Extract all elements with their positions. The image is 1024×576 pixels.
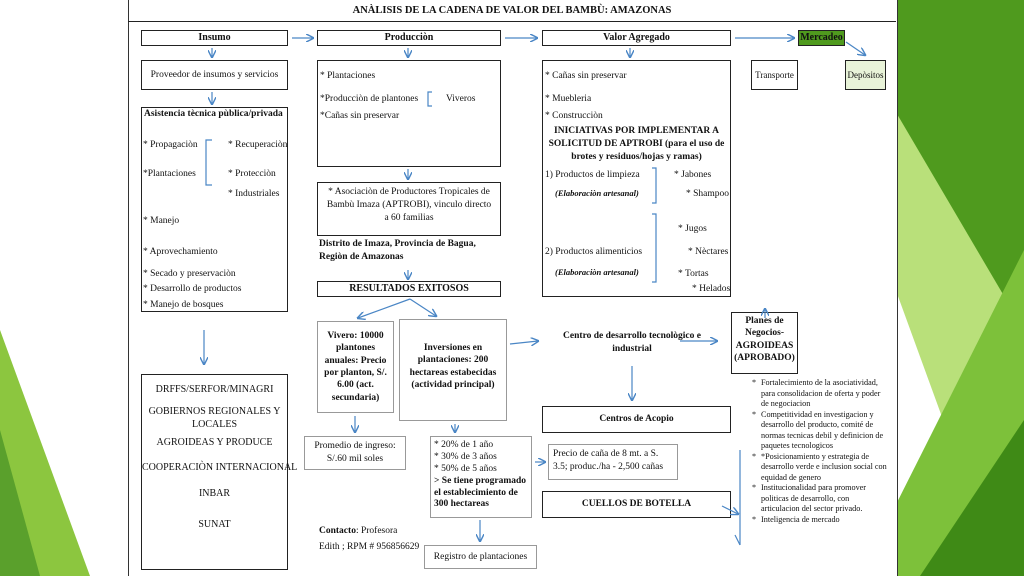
- promedio-box: Promedio de ingreso: S/.60 mil soles: [304, 436, 406, 470]
- insumo-item: * Desarrollo de productos: [143, 284, 242, 294]
- contacto-phone: Edith ; RPM # 956856629: [319, 542, 420, 552]
- alimento-item: * Nèctares: [688, 247, 729, 257]
- porcentaje-item: * 50% de 5 años: [434, 463, 497, 474]
- asistencia-title: Asistencia tècnica pùblica/privada: [144, 109, 283, 119]
- header-insumo: Insumo: [141, 30, 288, 46]
- resultados-header: RESULTADOS EXITOSOS: [317, 281, 501, 297]
- institution: GOBIERNOS REGIONALES Y LOCALES: [148, 405, 281, 430]
- asociacion-box: * Asociaciòn de Productores Tropicales de Bambù Imaza (APTROBI), vinculo directo a 60 familias: [317, 182, 501, 236]
- insumo-item: * Propagaciòn: [143, 140, 198, 150]
- planes-bullets: [752, 378, 888, 568]
- depositos-box: Depòsitos: [845, 60, 886, 90]
- acopio-box: Centros de Acopio: [542, 406, 731, 433]
- insumo-item: * Manejo de bosques: [143, 300, 224, 310]
- header-mercadeo: Mercadeo: [798, 30, 845, 46]
- institution: DRFFS/SERFOR/MINAGRI: [155, 384, 274, 395]
- transporte-box: Transporte: [751, 60, 798, 90]
- institution: AGROIDEAS Y PRODUCE: [156, 436, 273, 448]
- alimenticios-label: 2) Productos alimenticios: [545, 247, 643, 257]
- registro-box: Registro de plantaciones: [424, 545, 537, 569]
- centro-text: Centro de desarrollo tecnològico e industrial: [563, 331, 701, 354]
- limpieza-label: 1) Productos de limpieza: [545, 170, 640, 180]
- distrito-text: Distrito de Imaza, Provincia de Bagua, Regiòn de Amazonas: [319, 239, 476, 262]
- institution: SUNAT: [198, 519, 231, 530]
- institutions-box: [141, 374, 298, 570]
- produccion-item: * Plantaciones: [320, 71, 376, 81]
- asistencia-box: [141, 107, 288, 312]
- bullet-item: * Fortalecimiento de la asociatividad, para consolidacion de oferta y poder de negociacion: [752, 378, 888, 410]
- proveedor-box: Proveedor de insumos y servicios: [141, 60, 288, 90]
- viveros-label: Viveros: [446, 94, 476, 104]
- insumo-item: *Plantaciones: [143, 169, 196, 179]
- alimento-item: * Jugos: [678, 224, 707, 234]
- valor-item: * Cañas sin preservar: [545, 71, 627, 81]
- bullet-item: * *Posicionamiento y estrategia de desarrollo verde e inclusion social con equidad de genero: [752, 452, 888, 484]
- porcentaje-item: * 30% de 3 años: [434, 451, 497, 462]
- precio-box: Precio de caña de 8 mt. a S. 3.5; produc./ha - 2,500 cañas: [548, 444, 678, 480]
- header-produccion: Producciòn: [317, 30, 501, 46]
- contacto-label: Contacto: [319, 526, 356, 536]
- institution: INBAR: [198, 487, 231, 499]
- insumo-item-right: * Protecciòn: [228, 169, 276, 179]
- institution: COOPERACIÒN INTERNACIONAL: [142, 462, 298, 473]
- produccion-item: *Cañas sin preservar: [320, 111, 400, 121]
- contacto-name: : Profesora: [355, 526, 398, 536]
- porcentajes-box: [430, 436, 532, 518]
- bullet-item: * Inteligencia de mercado: [752, 515, 888, 526]
- elaboracion-label: (Elaboraciòn artesanal): [555, 267, 639, 277]
- insumo-item-right: * Recuperaciòn: [228, 140, 288, 150]
- insumo-item: * Manejo: [143, 216, 180, 226]
- bullet-item: * Competitividad en investigacion y desarrollo del producto, comité de normas tecnicas debil y definicion de paquetes tecnologicos: [752, 410, 888, 452]
- produccion-item: *Producciòn de plantones: [320, 94, 419, 104]
- limpieza-item: * Jabones: [674, 170, 712, 180]
- valor-item: * Construcciòn: [545, 111, 603, 121]
- limpieza-item: * Shampoo: [686, 189, 730, 199]
- porcentaje-item: * 20% de 1 año: [434, 440, 494, 450]
- insumo-item-right: * Industriales: [228, 189, 280, 199]
- header-valor-agregado: Valor Agregado: [542, 30, 731, 46]
- vivero-box: Vivero: 10000 plantones anuales: Precio por planton, S/. 6.00 (act. secundaria): [317, 321, 394, 413]
- page-title: ANÀLISIS DE LA CADENA DE VALOR DEL BAMBÙ: AMAZONAS: [128, 0, 896, 22]
- planes-box: Planes de Negocios- AGROIDEAS (APROBADO): [731, 312, 798, 374]
- iniciativas-text: INICIATIVAS POR IMPLEMENTAR A SOLICITUD DE APTROBI (para el uso de brotes y residuos/hojas y ramas): [548, 126, 725, 162]
- valor-item: * Muebleria: [545, 94, 592, 104]
- alimento-item: * Helados: [692, 284, 731, 294]
- programado-text: > Se tiene programado el establecimiento de 300 hectareas: [434, 475, 527, 510]
- insumo-item: * Secado y preservaciòn: [143, 269, 236, 279]
- inversiones-box: Inversiones en plantaciones: 200 hectareas estabecidas (actividad principal): [399, 319, 507, 421]
- insumo-item: * Aprovechamiento: [143, 247, 218, 257]
- cuellos-box: CUELLOS DE BOTELLA: [542, 491, 731, 518]
- bullet-item: * Institucionalidad para promover politicas de desarrollo, con articulacion del sector privado.: [752, 483, 888, 515]
- elaboracion-label: (Elaboraciòn artesanal): [555, 188, 639, 198]
- contacto-text: [319, 525, 397, 538]
- alimento-item: * Tortas: [678, 269, 709, 279]
